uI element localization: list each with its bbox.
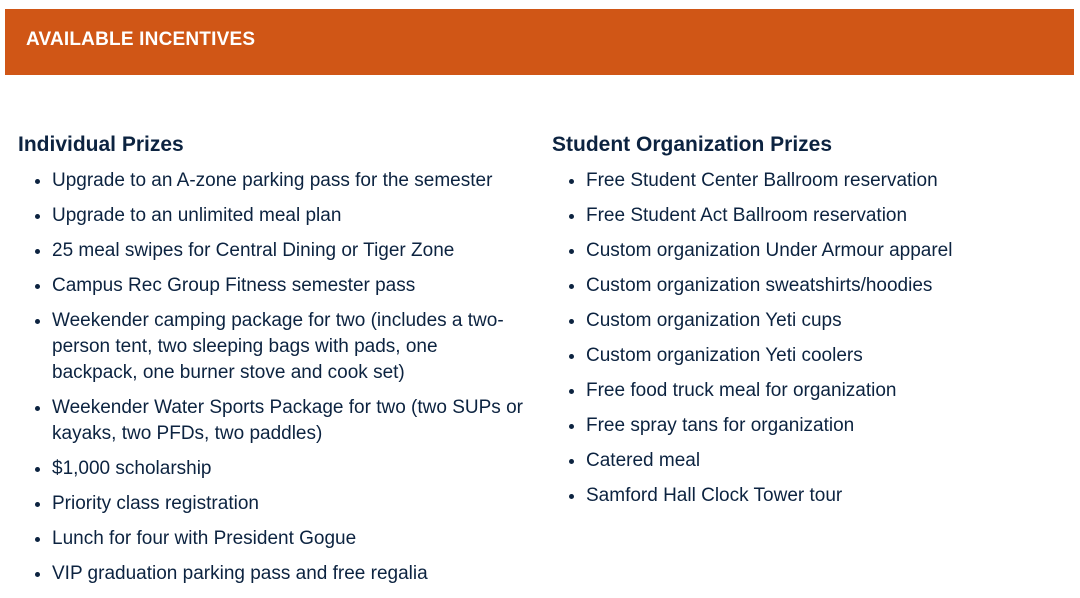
bullet-icon	[569, 389, 574, 394]
bullet-icon	[569, 284, 574, 289]
list-item: Free food truck meal for organization	[552, 378, 1062, 404]
bullet-icon	[569, 354, 574, 359]
list-item: Weekender Water Sports Package for two (two SUPs or kayaks, two PFDs, two paddles)	[18, 395, 528, 447]
individual-prizes-list	[18, 168, 528, 587]
list-item: Campus Rec Group Fitness semester pass	[18, 273, 528, 299]
list-item: 25 meal swipes for Central Dining or Tiger Zone	[18, 238, 528, 264]
list-item: Samford Hall Clock Tower tour	[552, 483, 1062, 509]
list-item: Custom organization Under Armour apparel	[552, 238, 1062, 264]
bullet-icon	[569, 319, 574, 324]
bullet-icon	[35, 537, 40, 542]
list-item: $1,000 scholarship	[18, 456, 528, 482]
individual-prizes-section	[18, 132, 528, 596]
individual-prizes-heading: Individual Prizes	[18, 133, 184, 156]
bullet-icon	[35, 319, 40, 324]
bullet-icon	[35, 572, 40, 577]
list-item: Free spray tans for organization	[552, 413, 1062, 439]
list-item: Custom organization Yeti cups	[552, 308, 1062, 334]
list-item: Custom organization Yeti coolers	[552, 343, 1062, 369]
list-item: Catered meal	[552, 448, 1062, 474]
bullet-icon	[569, 494, 574, 499]
organization-prizes-section	[552, 132, 1062, 518]
list-item: Custom organization sweatshirts/hoodies	[552, 273, 1062, 299]
bullet-icon	[35, 406, 40, 411]
banner-title: AVAILABLE INCENTIVES	[26, 29, 256, 50]
list-item: Upgrade to an A-zone parking pass for the semester	[18, 168, 528, 194]
bullet-icon	[569, 179, 574, 184]
bullet-icon	[569, 424, 574, 429]
list-item: Upgrade to an unlimited meal plan	[18, 203, 528, 229]
bullet-icon	[569, 249, 574, 254]
bullet-icon	[35, 249, 40, 254]
bullet-icon	[35, 467, 40, 472]
list-item: Free Student Center Ballroom reservation	[552, 168, 1062, 194]
bullet-icon	[569, 459, 574, 464]
organization-prizes-heading: Student Organization Prizes	[552, 133, 833, 156]
list-item: VIP graduation parking pass and free regalia	[18, 561, 528, 587]
list-item: Free Student Act Ballroom reservation	[552, 203, 1062, 229]
bullet-icon	[35, 284, 40, 289]
list-item: Weekender camping package for two (includes a two-person tent, two sleeping bags with pads, one backpack, one burner stove and cook set)	[18, 308, 528, 386]
bullet-icon	[35, 214, 40, 219]
bullet-icon	[569, 214, 574, 219]
incentives-banner	[5, 9, 1074, 75]
bullet-icon	[35, 502, 40, 507]
bullet-icon	[35, 179, 40, 184]
organization-prizes-list	[552, 168, 1062, 509]
list-item: Lunch for four with President Gogue	[18, 526, 528, 552]
list-item: Priority class registration	[18, 491, 528, 517]
